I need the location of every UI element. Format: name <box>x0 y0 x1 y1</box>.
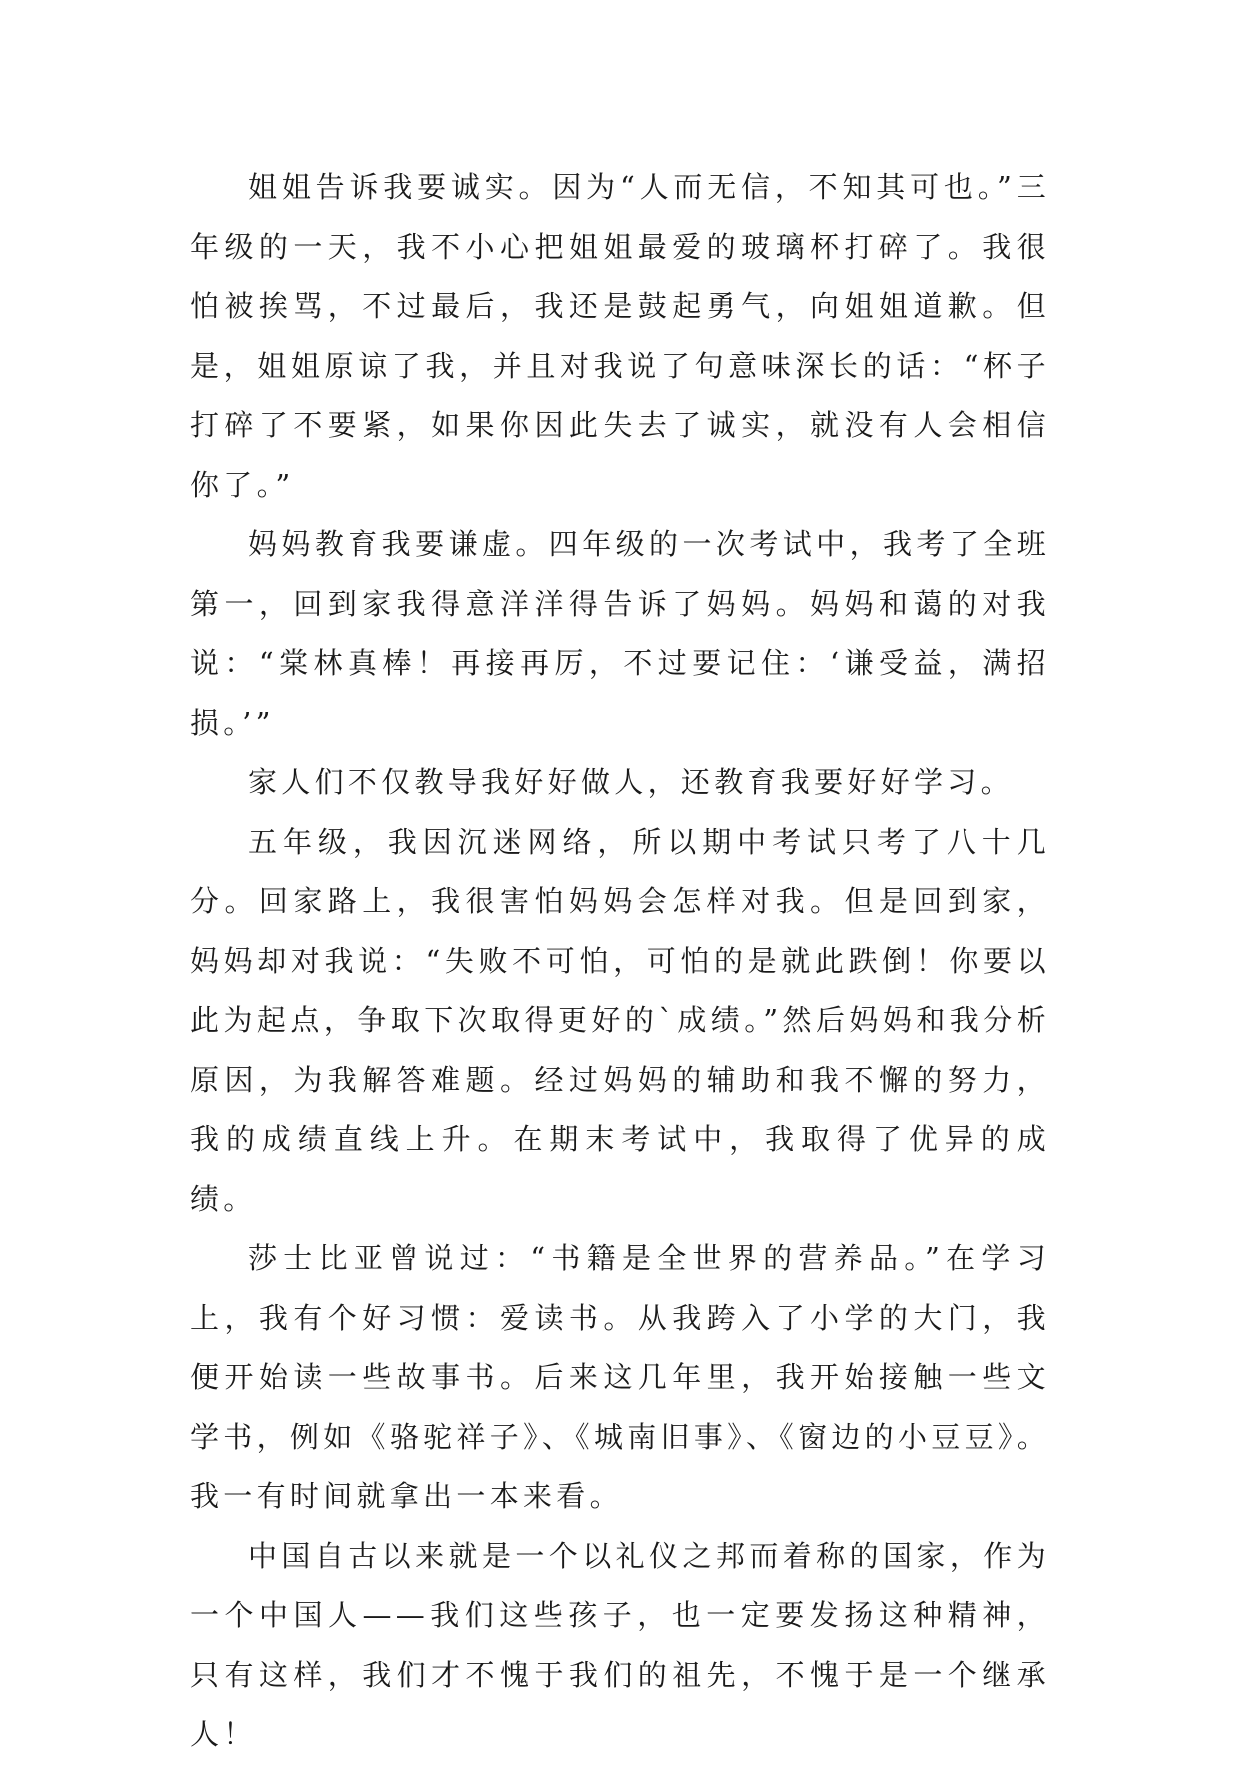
document-page <box>190 158 1050 1765</box>
paragraph-study: 家人们不仅教导我好好做人，还教育我要好好学习。 <box>248 765 1014 799</box>
paragraph-conclusion: 中国自古以来就是一个以礼仪之邦而着称的国家，作为一个中国人——我们这些孩子，也一定要发扬这种精神，只有这样，我们才不愧于我们的祖先，不愧于是一个继承人！ <box>190 1538 1050 1751</box>
paragraph-modesty: 妈妈教育我要谦虚。四年级的一次考试中，我考了全班第一，回到家我得意洋洋得告诉了妈妈。妈妈和蔼的对我说：“棠林真棒！再接再厉，不过要记住：‘谦受益，满招损。’” <box>190 527 1050 740</box>
paragraph-reading: 莎士比亚曾说过：“书籍是全世界的营养品。”在学习上，我有个好习惯：爱读书。从我跨入了小学的大门，我便开始读一些故事书。后来这几年里，我开始接触一些文学书，例如《骆驼祥子》、《城南旧事》、《窗边的小豆豆》。我一有时间就拿出一本来看。 <box>190 1241 1050 1513</box>
paragraph-honesty: 姐姐告诉我要诚实。因为“人而无信，不知其可也。”三年级的一天，我不小心把姐姐最爱的玻璃杯打碎了。我很怕被挨骂，不过最后，我还是鼓起勇气，向姐姐道歉。但是，姐姐原谅了我，并且对我说了句意味深长的话：“杯子打碎了不要紧，如果你因此失去了诚实，就没有人会相信你了。” <box>190 170 1050 502</box>
paragraph-exam: 五年级，我因沉迷网络，所以期中考试只考了八十几分。回家路上，我很害怕妈妈会怎样对我。但是回到家，妈妈却对我说：“失败不可怕，可怕的是就此跌倒！你要以此为起点，争取下次取得更好的`成绩。”然后妈妈和我分析原因，为我解答难题。经过妈妈的辅助和我不懈的努力，我的成绩直线上升。在期末考试中，我取得了优异的成绩。 <box>190 824 1050 1216</box>
